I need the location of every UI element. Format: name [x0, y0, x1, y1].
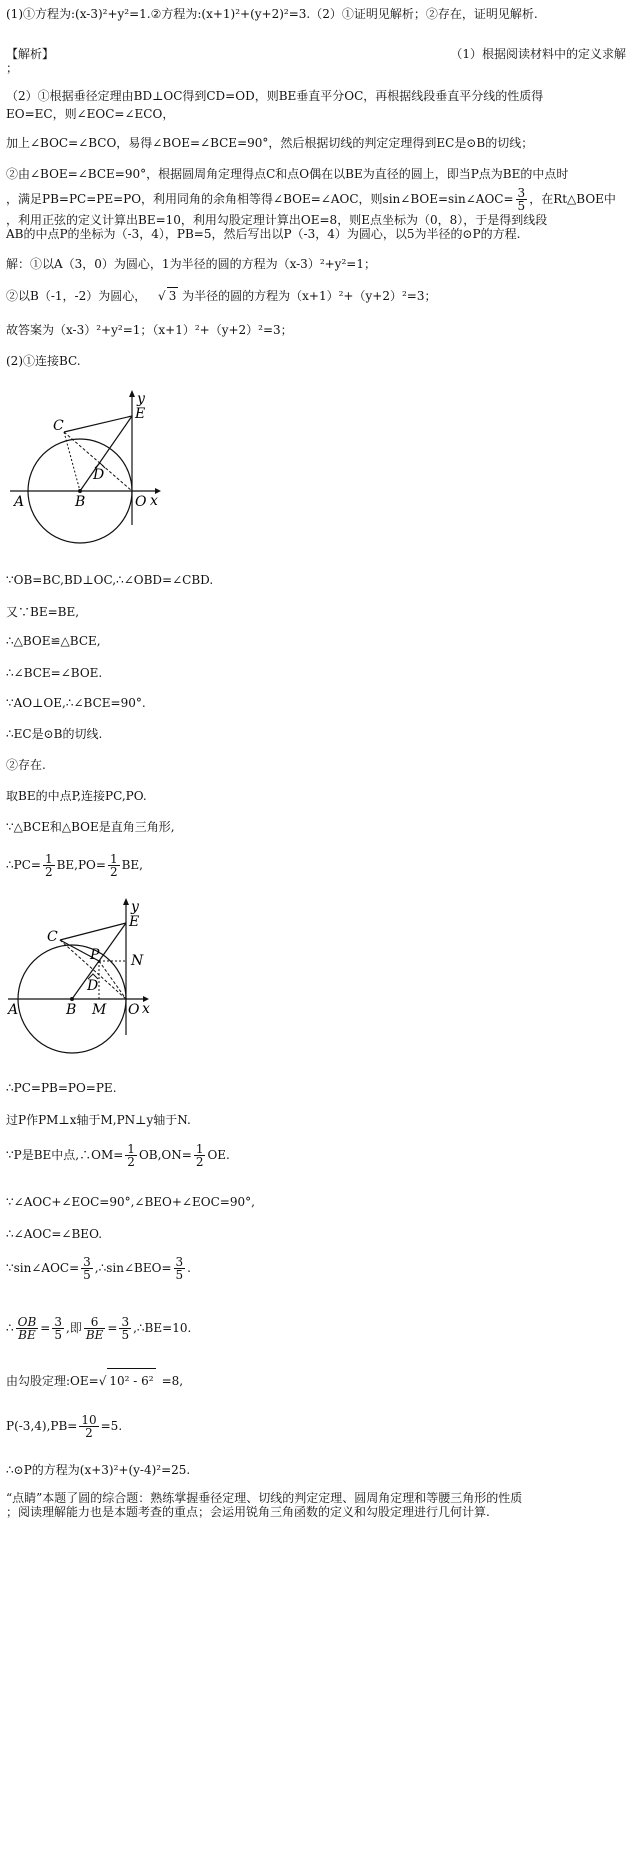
step-23-b: =5.	[100, 1419, 123, 1433]
step-21-a: =	[40, 1321, 51, 1335]
sqrt-3: √ 3	[158, 289, 177, 303]
step-14-a: ∴PC=	[6, 858, 41, 872]
part2-line2: EO=EC，则∠EOC=∠ECO，	[6, 107, 175, 121]
fig2-y-arrow	[123, 898, 129, 905]
sqrt-symbol: √ 10² - 6²	[99, 1374, 156, 1388]
fig2-label-m: M	[92, 1002, 107, 1018]
step-16: 过P作PM⊥x轴于M,PN⊥y轴于N.	[6, 1113, 191, 1127]
fraction-1-2: $\frac{1}{2}$	[44, 852, 53, 879]
step-10: ∴EC是⊙B的切线.	[6, 727, 103, 741]
fig2-label-p: P	[90, 947, 100, 963]
step-21-b: ,即	[66, 1321, 82, 1335]
step-20-b: ,∴sin∠BEO=	[94, 1261, 172, 1275]
step-7: ∴△BOE≌△BCE,	[6, 634, 101, 648]
step-20	[6, 1251, 622, 1285]
step-22	[6, 1368, 622, 1392]
figure-2	[0, 893, 200, 1073]
fraction-10-2: $\frac{10}{2}$	[81, 1413, 97, 1440]
step-14	[6, 848, 622, 882]
step-12: 取BE的中点P,连接PC,PO.	[6, 789, 147, 803]
fig1-line-cb	[64, 432, 80, 491]
part2b-line2-text-a: ，满足PB=PC=PE=PO，利用同角的余角相等得∠BOE=∠AOC，则sin∠BOE=sin∠AOC=	[6, 192, 514, 206]
fig1-label-a: A	[14, 494, 25, 510]
step-14-c: BE,	[121, 858, 143, 872]
step-24: ∴⊙P的方程为(x+3)²+(y-4)²=25.	[6, 1463, 191, 1477]
fig2-label-y: y	[131, 899, 139, 915]
therefore-symbol: ∴	[6, 1321, 14, 1335]
fig2-label-n: N	[131, 953, 144, 969]
fig1-label-c: C	[53, 418, 64, 434]
analysis-semicolon: ；	[6, 61, 19, 75]
step-13: ∵△BCE和△BOE是直角三角形,	[6, 820, 175, 834]
analysis-title: 【解析】	[6, 47, 55, 61]
part2b-line2	[6, 184, 622, 214]
fig2-label-b: B	[66, 1002, 77, 1018]
fraction-3-5: $\frac{3}{5}$	[54, 1315, 62, 1342]
fig2-label-x: x	[142, 1001, 150, 1017]
fig2-label-e: E	[129, 914, 140, 930]
part2b-line3: ，利用正弦的定义计算出BE=10，利用勾股定理计算出OE=8，则E点坐标为（0，8），于是得到线段	[6, 213, 548, 227]
step-6: 又∵BE=BE,	[6, 605, 80, 619]
fraction-3-5: $\frac{3}{5}$	[517, 186, 526, 213]
step-23-a: P(-3,4),PB=	[6, 1419, 78, 1433]
comment-line1: “点睛”本题了圆的综合题：熟练掌握垂径定理、切线的判定定理、圆周角定理和等腰三角形的性质	[6, 1491, 523, 1505]
solution-line1: 解：①以A（3，0）为圆心，1为半径的圆的方程为（x-3）²+y²=1；	[6, 257, 376, 271]
solution-line3: 故答案为（x-3）²+y²=1；（x+1）²+（y+2）²=3；	[6, 323, 293, 337]
fraction-1-2: $\frac{1}{2}$	[195, 1142, 204, 1169]
fig1-label-d: D	[93, 467, 105, 483]
solution-line2-a: ②以B（-1，-2）为圆心，	[6, 289, 147, 303]
fig1-line-be	[80, 416, 132, 491]
step-21	[6, 1308, 622, 1348]
step-20-c: .	[187, 1261, 191, 1275]
step-23	[6, 1408, 622, 1444]
part2b-line1: ②由∠BOE=∠BCE=90°，根据圆周角定理得点C和点O偶在以BE为直径的圆上，即当P点为BE的中点时	[6, 167, 569, 181]
part2b-line4: AB的中点P的坐标为（-3，4），PB=5，然后写出以P（-3，4）为圆心，以5为半径的⊙P的方程.	[6, 227, 521, 241]
fig2-label-d: D	[87, 978, 99, 994]
fig1-label-b: B	[75, 494, 86, 510]
solution-line2	[6, 287, 622, 304]
step-19: ∴∠AOC=∠BEO.	[6, 1227, 103, 1241]
part2-line1: （2）①根据垂径定理由BD⊥OC得到CD=OD，则BE垂直平分OC，再根据线段垂直平分线的性质得	[6, 89, 544, 103]
fraction-3-5: $\frac{3}{5}$	[83, 1255, 91, 1282]
fig1-label-x: x	[150, 493, 158, 509]
fig1-y-arrow	[129, 390, 135, 397]
comment-line2: ；阅读理解能力也是本题考查的重点；会运用锐角三角函数的定义和勾股定理进行几何计算.	[6, 1505, 490, 1519]
step-8: ∴∠BCE=∠BOE.	[6, 666, 103, 680]
fig2-point-b	[70, 997, 74, 1001]
fig1-label-y: y	[137, 391, 145, 407]
step-18: ∵∠AOC+∠EOC=90°,∠BEO+∠EOC=90°,	[6, 1195, 255, 1209]
fig2-label-o: O	[128, 1002, 140, 1018]
fig1-line-ce	[64, 416, 132, 432]
fraction-6-be: $\frac{6}{BE}$	[85, 1315, 104, 1342]
fig2-label-c: C	[47, 929, 58, 945]
fraction-1-2: $\frac{1}{2}$	[109, 852, 118, 879]
step-22-a: 由勾股定理:OE=	[6, 1374, 99, 1388]
solution-line2-b: 为半径的圆的方程为（x+1）²+（y+2）²=3；	[182, 289, 437, 303]
step-15: ∴PC=PB=PO=PE.	[6, 1081, 117, 1095]
answer-line: (1)①方程为:(x-3)²+y²=1.②方程为:(x+1)²+(y+2)²=3.（2）①证明见解析；②存在，证明见解析.	[6, 7, 538, 21]
step-17-a: ∵P是BE中点,∴OM=	[6, 1148, 124, 1162]
fig1-label-e: E	[135, 406, 146, 422]
fraction-3-5: $\frac{3}{5}$	[175, 1255, 184, 1282]
fig2-label-a: A	[8, 1002, 19, 1018]
solution-line4: (2)①连接BC.	[6, 354, 81, 368]
step-17	[6, 1138, 622, 1172]
step-14-b: BE,PO=	[56, 858, 106, 872]
fraction-3-5: $\frac{3}{5}$	[121, 1315, 130, 1342]
figure-1	[0, 385, 200, 565]
step-5: ∵OB=BC,BD⊥OC,∴∠OBD=∠CBD.	[6, 573, 214, 587]
step-11: ②存在.	[6, 758, 46, 772]
step-17-b: OB,ON=	[138, 1148, 192, 1162]
fraction-ob-be: $\frac{OB}{BE}$	[17, 1315, 37, 1342]
step-17-c: OE.	[207, 1148, 230, 1162]
step-21-c: =	[107, 1321, 118, 1335]
fig1-label-o: O	[135, 494, 147, 510]
step-21-d: ,∴BE=10.	[133, 1321, 192, 1335]
part2-line3: 加上∠BOC=∠BCO，易得∠BOE=∠BCE=90°，然后根据切线的判定定理得到EC是⊙B的切线；	[6, 136, 534, 150]
step-20-a: ∵sin∠AOC=	[6, 1261, 80, 1275]
step-9: ∵AO⊥OE,∴∠BCE=90°.	[6, 696, 146, 710]
fig1-point-b	[78, 489, 82, 493]
analysis-right: （1）根据阅读材料中的定义求解	[450, 47, 626, 61]
step-22-b: =8,	[161, 1374, 184, 1388]
part2b-line2-text-b: ，在Rt△BOE中	[529, 192, 616, 206]
fraction-1-2: $\frac{1}{2}$	[127, 1142, 135, 1169]
